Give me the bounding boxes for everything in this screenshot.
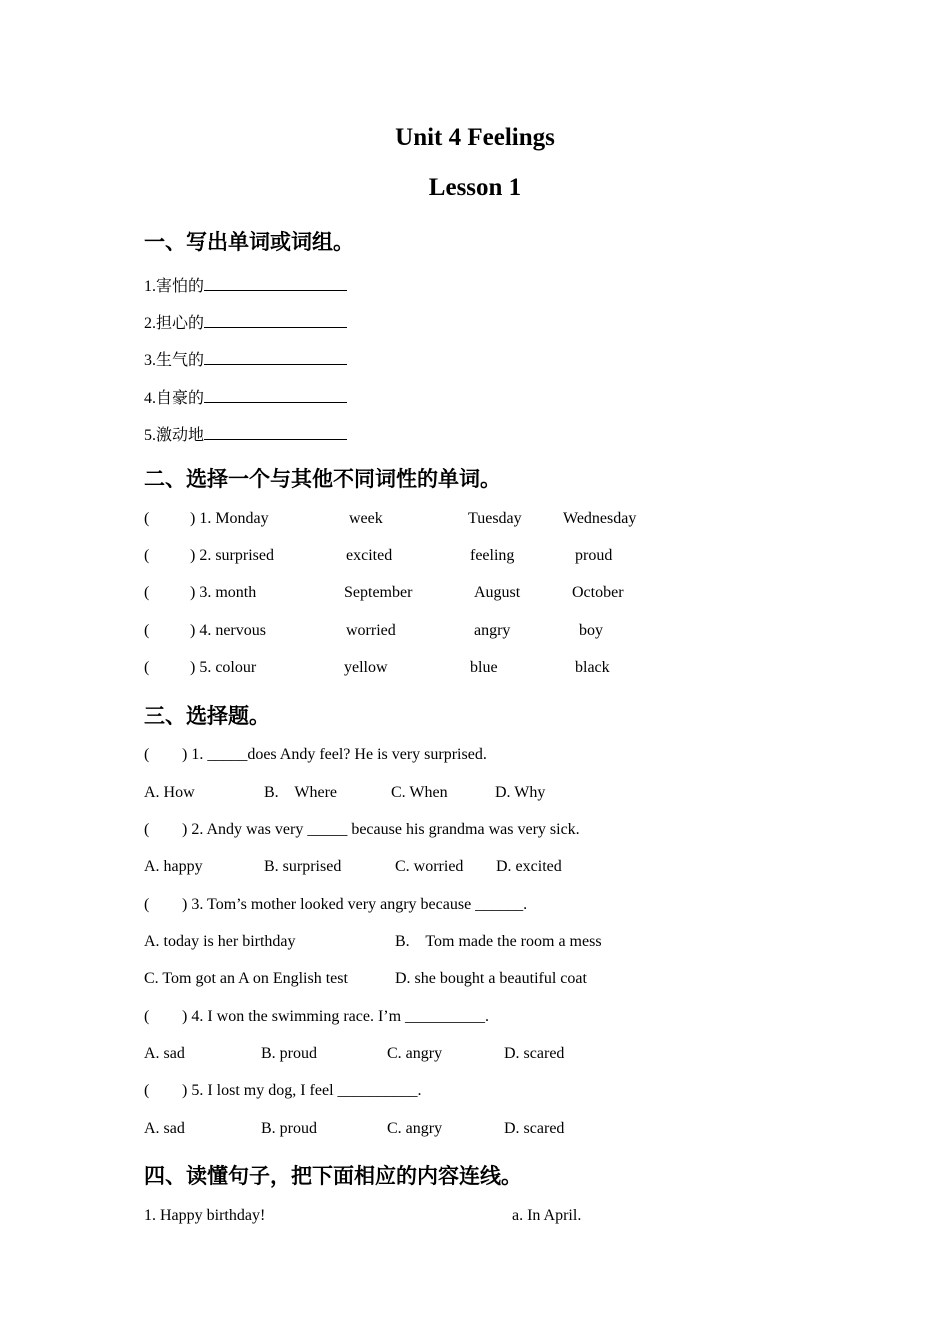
answer-blank[interactable] <box>204 388 347 403</box>
section-2-heading: 二、选择一个与其他不同词性的单词。 <box>144 467 501 491</box>
vocab-item: 1.害怕的 <box>144 273 347 296</box>
option-b[interactable]: B. Where <box>264 784 338 801</box>
option-c[interactable]: C. angry <box>387 1045 443 1062</box>
option-b[interactable]: B. surprised <box>264 858 342 875</box>
vocab-item: 3.生气的 <box>144 347 347 370</box>
option-c[interactable]: C. angry <box>387 1120 443 1137</box>
option-c[interactable]: C. Tom got an A on English test <box>144 970 348 987</box>
option-a[interactable]: A. sad <box>144 1045 185 1062</box>
question-text: ) 5. I lost my dog, I feel __________. <box>182 1082 422 1099</box>
section-1-heading: 一、写出单词或词组。 <box>144 230 354 254</box>
vocab-item: 4.自豪的 <box>144 385 347 408</box>
section-4-heading: 四、读懂句子，把下面相应的内容连线。 <box>144 1164 522 1188</box>
option-b[interactable]: B. Tom made the room a mess <box>395 933 602 950</box>
vocab-item: 2.担心的 <box>144 310 347 333</box>
option-c[interactable]: C. When <box>391 784 448 801</box>
option-a[interactable]: A. happy <box>144 858 203 875</box>
unit-title: Unit 4 Feelings <box>395 124 555 151</box>
question-text: ) 2. Andy was very _____ because his grandma was very sick. <box>182 821 580 838</box>
option-a[interactable]: A. today is her birthday <box>144 933 296 950</box>
question-text: ) 3. Tom’s mother looked very angry because ______. <box>182 896 528 913</box>
option-d[interactable]: D. excited <box>496 858 562 875</box>
lesson-title: Lesson 1 <box>428 174 522 201</box>
option-b[interactable]: B. proud <box>261 1120 317 1137</box>
option-b[interactable]: B. proud <box>261 1045 317 1062</box>
answer-blank[interactable] <box>204 276 347 291</box>
option-d[interactable]: D. scared <box>504 1120 565 1137</box>
option-a[interactable]: A. How <box>144 784 195 801</box>
matching-left-item[interactable]: 1. Happy birthday! <box>144 1207 266 1224</box>
option-a[interactable]: A. sad <box>144 1120 185 1137</box>
option-d[interactable]: D. she bought a beautiful coat <box>395 970 587 987</box>
answer-blank[interactable] <box>204 425 347 440</box>
worksheet-page: Unit 4 Feelings Lesson 1 一、写出单词或词组。 1.害怕的 2.担心的 3.生气的 4.自豪的 5.激动地 二、选择一个与其他不同词性的单词。 ( ) 1. Monday week Tuesday Wednesday ( ) 2. surprised excited feeling proud ( ) 3. month September August October ( ) 4. nervous worried angry boy ( ) 5. colour yellow blue black 三、选择题。 ( ) 1. _____does Andy feel? He is very surprised. A. How B. Where C. When D. Why ( ) 2. Andy was very _____ because his grandma was very sick. A. happy B. surprised C. worried D. excited ( ) 3. Tom’s mother looked very angry because ______. A. today is her birthday B. Tom made the room a mess C. Tom got an A on English test D. she bought a beautiful coat ( ) 4. I won the swimming race. I’m __________. A. sad B. proud C. angry D. scared ( ) 5. I lost my dog, I feel __________. A. sad B. proud C. angry D. scared 四、读懂句子，把下面相应的内容连线。 1. Happy birthday! a. In April. <box>0 0 950 1344</box>
question-text: ) 1. _____does Andy feel? He is very surprised. <box>182 746 487 763</box>
answer-blank[interactable] <box>204 313 347 328</box>
vocab-item: 5.激动地 <box>144 422 347 445</box>
option-d[interactable]: D. Why <box>495 784 546 801</box>
answer-blank[interactable] <box>204 350 347 365</box>
matching-right-item[interactable]: a. In April. <box>512 1207 582 1224</box>
option-c[interactable]: C. worried <box>395 858 464 875</box>
section-3-heading: 三、选择题。 <box>144 704 270 728</box>
question-text: ) 4. I won the swimming race. I’m __________. <box>182 1008 490 1025</box>
option-d[interactable]: D. scared <box>504 1045 565 1062</box>
